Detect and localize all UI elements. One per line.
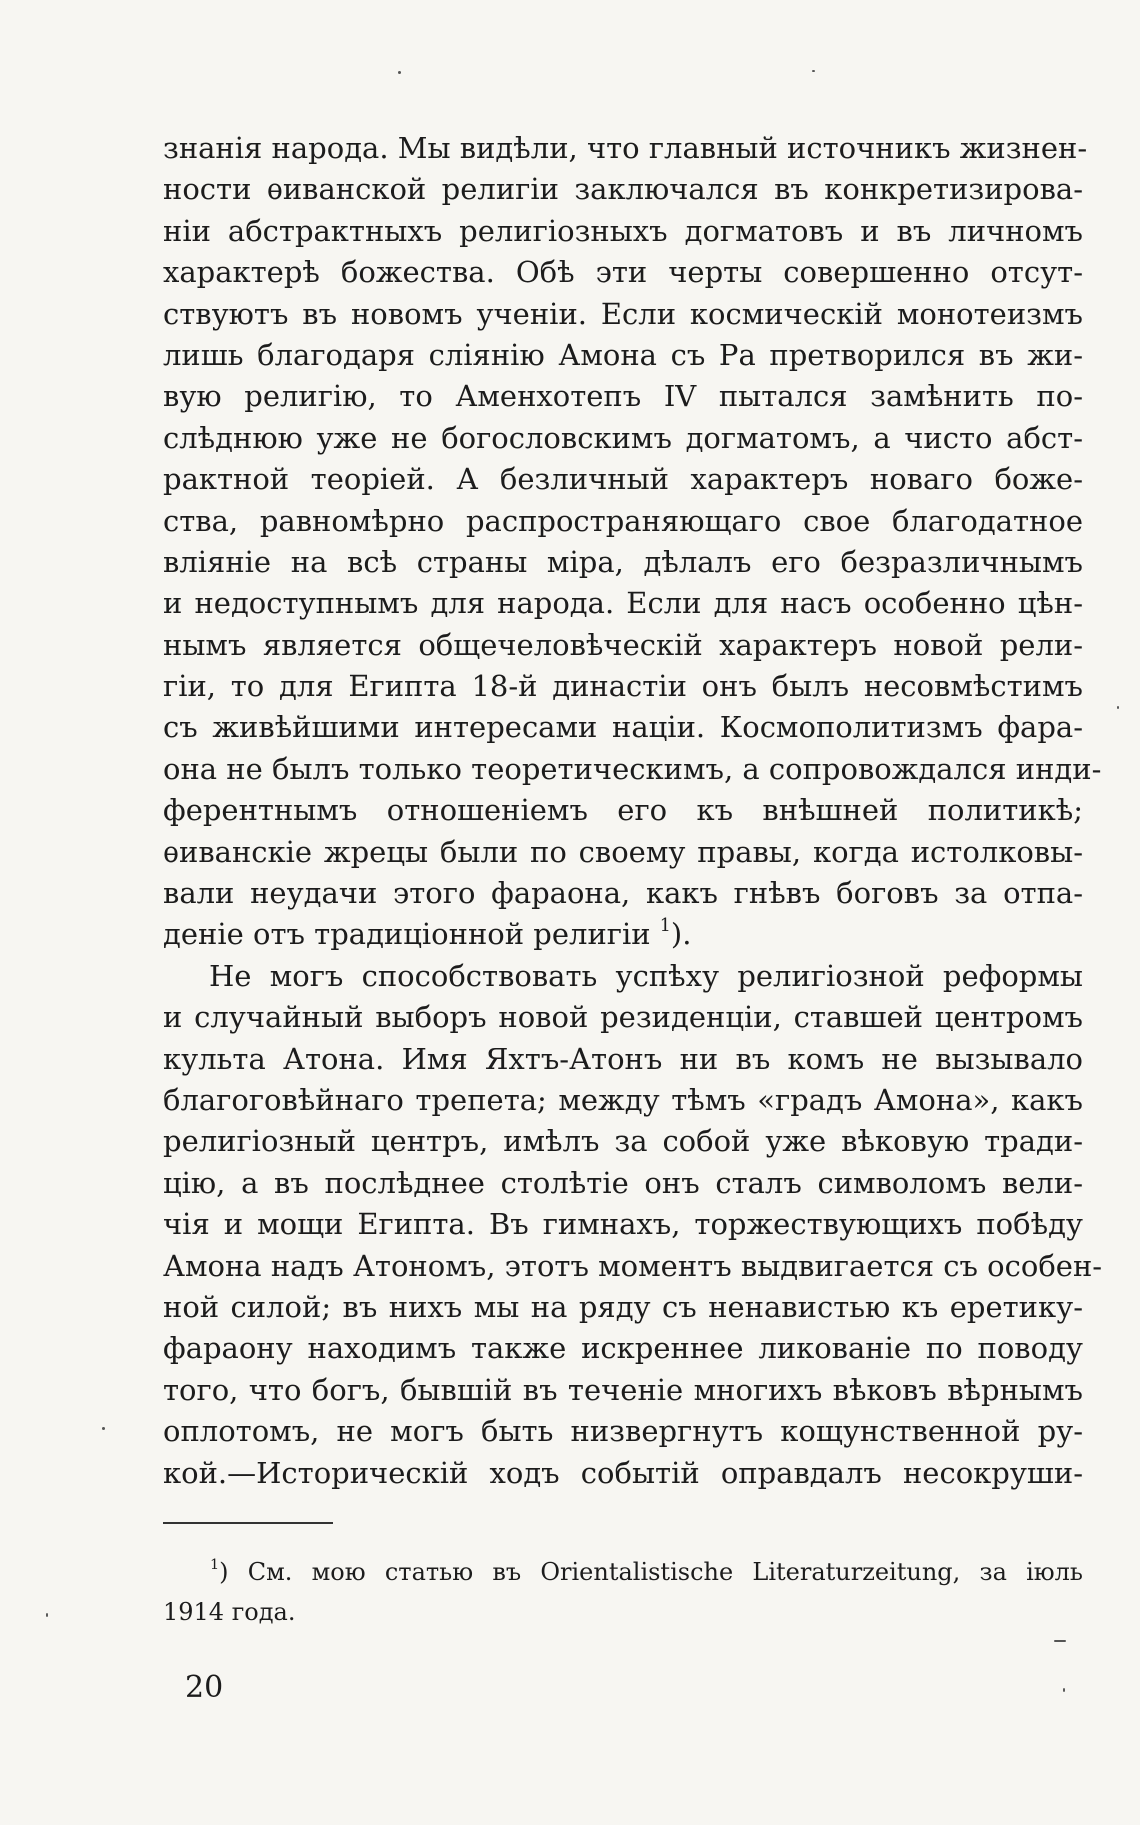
- text-fragment: деніе отъ традиціонной религіи: [163, 917, 651, 952]
- text-line: она не былъ только теоретическимъ, а сопровождался инди-: [163, 751, 1102, 786]
- text-line: лишь благодаря сліянію Амона съ Ра претворился въ жи-: [163, 337, 1083, 372]
- footnotes: [163, 1552, 1083, 1632]
- text-line: благоговѣйнаго трепета; между тѣмъ «градъ Амона», какъ: [163, 1082, 1083, 1117]
- text-line: кой.—Историческій ходъ событій оправдалъ несокруши-: [163, 1455, 1083, 1490]
- scan-speck: [46, 1613, 48, 1617]
- text-line: слѣднюю уже не богословскимъ догматомъ, а чисто абст-: [163, 420, 1083, 455]
- scan-speck: [398, 71, 401, 74]
- text-line: цію, а въ послѣднее столѣтіе онъ сталъ символомъ вели-: [163, 1165, 1083, 1200]
- text-line: гіи, то для Египта 18-й династіи онъ былъ несовмѣстимъ: [163, 669, 1083, 704]
- line-ending: ).: [670, 917, 692, 952]
- text-line-indented: Не могъ способствовать успѣху религіозной реформы: [209, 958, 1083, 993]
- footnote-marker: 1: [210, 1557, 220, 1574]
- footnote-divider: [163, 1522, 333, 1524]
- scan-speck: [812, 70, 815, 72]
- text-line: знанія народа. Мы видѣли, что главный источникъ жизнен-: [163, 131, 1088, 165]
- text-line: нымъ является общечеловѣческій характеръ новой рели-: [163, 627, 1083, 662]
- text-line: рактной теоріей. А безличный характеръ новаго боже-: [163, 462, 1083, 497]
- text-line: ферентнымъ отношеніемъ его къ внѣшней политикѣ;: [163, 793, 1083, 828]
- text-line: вали неудачи этого фараона, какъ гнѣвъ боговъ за отпа-: [163, 876, 1083, 911]
- main-text: [163, 128, 1103, 1494]
- text-line: ѳиванскіе жрецы были по своему правы, когда истолковы-: [163, 834, 1083, 869]
- text-line: оплотомъ, не могъ быть низвергнутъ кощунственной ру-: [163, 1414, 1083, 1449]
- footnote-marker-close: ): [219, 1558, 229, 1586]
- footnote-text: См. мою статью въ Orientalistische Literaturzeitung, за іюль: [247, 1558, 1083, 1586]
- text-line: Амона надъ Атономъ, этотъ моментъ выдвигается съ особен-: [163, 1248, 1103, 1283]
- text-line: чія и мощи Египта. Въ гимнахъ, торжествующихъ побѣду: [163, 1207, 1083, 1242]
- text-line: ства, равномѣрно распространяющаго свое благодатное: [163, 503, 1083, 538]
- scan-speck: [1054, 1640, 1066, 1642]
- footnote-reference[interactable]: 1: [659, 916, 671, 937]
- text-line: характерѣ божества. Обѣ эти черты совершенно отсут-: [163, 255, 1083, 290]
- scan-speck: [1117, 706, 1119, 709]
- text-line: культа Атона. Имя Яхтъ-Атонъ ни въ комъ не вызывало: [163, 1041, 1083, 1076]
- text-line: религіозный центръ, имѣлъ за собой уже вѣковую тради-: [163, 1124, 1083, 1159]
- text-line: ніи абстрактныхъ религіозныхъ догматовъ и въ личномъ: [163, 213, 1083, 248]
- text-line: вую религію, то Аменхотепъ IV пытался замѣнить по-: [163, 379, 1083, 414]
- text-line: ствуютъ въ новомъ ученіи. Если космическій монотеизмъ: [163, 296, 1083, 331]
- text-line: съ живѣйшими интересами націи. Космополитизмъ фара-: [163, 710, 1083, 745]
- text-line: и случайный выборъ новой резиденціи, ставшей центромъ: [163, 1000, 1083, 1035]
- scan-speck: [1063, 1688, 1065, 1692]
- text-line: того, что богъ, бывшій въ теченіе многихъ вѣковъ вѣрнымъ: [163, 1372, 1083, 1407]
- scan-speck: [102, 1427, 105, 1430]
- page-number: 20: [185, 1670, 224, 1705]
- footnote-line: [163, 1552, 1083, 1592]
- text-line: и недоступнымъ для народа. Если для насъ особенно цѣн-: [163, 586, 1083, 621]
- footnote-line: 1914 года.: [163, 1598, 296, 1626]
- text-line: ности ѳиванской религіи заключался въ конкретизирова-: [163, 172, 1083, 207]
- text-line: вліяніе на всѣ страны міра, дѣлалъ его безразличнымъ: [163, 544, 1083, 579]
- text-line: ной силой; въ нихъ мы на ряду съ ненавистью къ еретику-: [163, 1289, 1083, 1324]
- text-line: фараону находимъ также искреннее ликованіе по поводу: [163, 1331, 1083, 1366]
- text-line-last: [163, 914, 1083, 955]
